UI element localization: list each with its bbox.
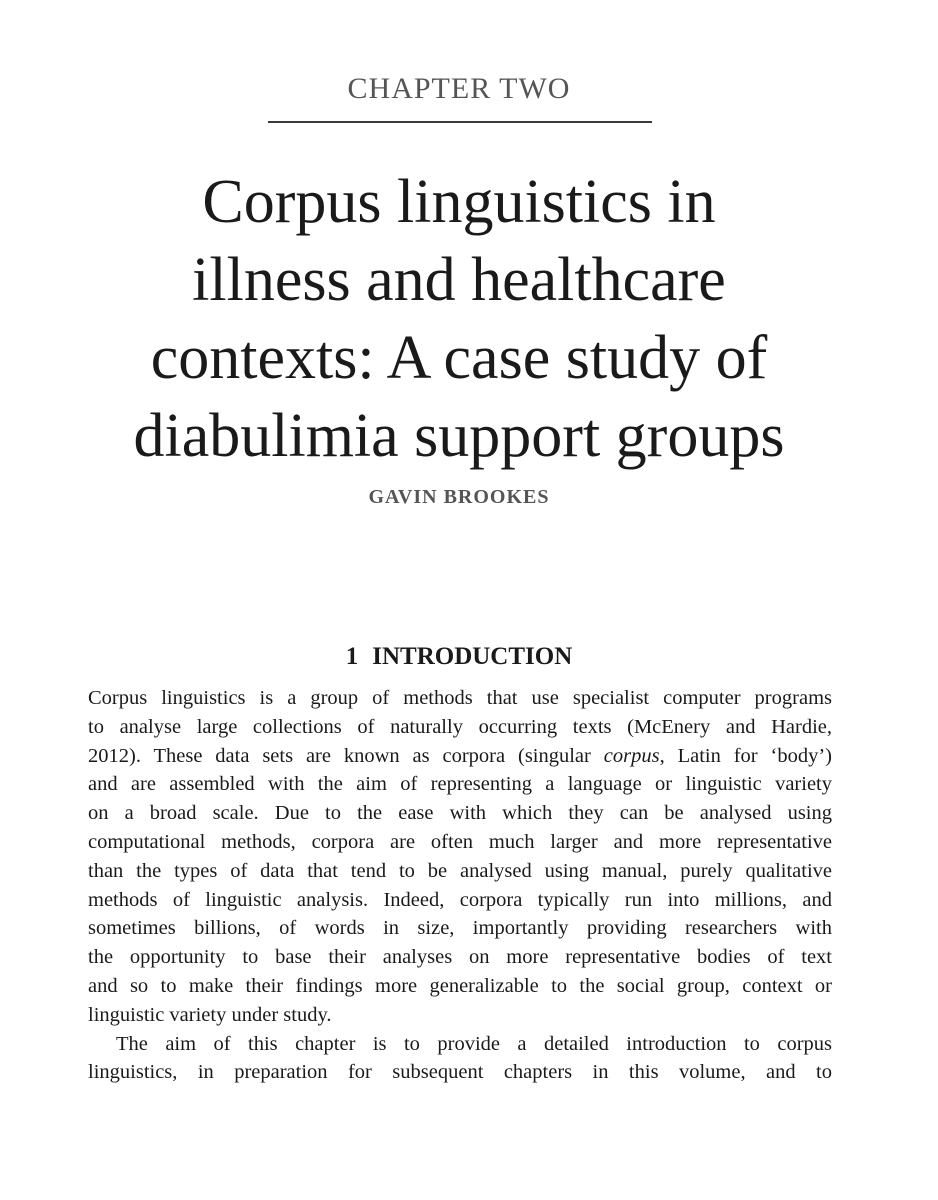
chapter-title-line: diabulimia support groups — [133, 402, 785, 470]
section-heading — [0, 643, 918, 671]
text-line — [88, 684, 832, 713]
text-segment: The aim of this chapter is to provide a detailed introduction to corpus — [116, 1032, 832, 1055]
text-line — [88, 886, 832, 915]
text-segment: , Latin for ‘body’) — [659, 744, 832, 767]
text-line — [88, 799, 832, 828]
author-name: GAVIN BROOKES — [368, 486, 550, 508]
text-line — [88, 742, 832, 771]
text-segment: sometimes billions, of words in size, importantly providing researchers with — [88, 917, 832, 940]
text-line — [88, 770, 832, 799]
text-line — [88, 1058, 832, 1087]
text-line — [88, 914, 832, 943]
paragraph — [88, 1030, 832, 1088]
text-segment: on a broad scale. Due to the ease with which they can be analysed using — [88, 802, 832, 825]
text-segment: linguistics, in preparation for subsequent chapters in this volume, and to — [88, 1061, 832, 1084]
text-segment: 2012). These data sets are known as corpora (singular — [88, 744, 604, 767]
text-line — [88, 972, 832, 1001]
chapter-title-line: Corpus linguistics in — [202, 168, 716, 236]
italic-term: corpus — [603, 744, 660, 767]
body-text — [88, 684, 832, 1087]
text-line — [88, 857, 832, 886]
text-segment: to analyse large collections of naturally occurring texts (McEnery and Hardie, — [88, 715, 832, 738]
text-segment: the opportunity to base their analyses on more representative bodies of text — [88, 946, 832, 969]
text-line — [88, 1030, 832, 1059]
chapter-title-line: contexts: A case study of — [150, 324, 768, 392]
paragraph — [88, 684, 832, 1030]
text-line — [88, 713, 832, 742]
text-segment: methods of linguistic analysis. Indeed, corpora typically run into millions, and — [88, 888, 832, 911]
chapter-rule — [268, 121, 652, 123]
section-number: 1 — [345, 643, 359, 670]
text-segment: linguistic variety under study. — [88, 1003, 332, 1026]
chapter-title-line: illness and healthcare — [192, 246, 726, 314]
text-line — [88, 828, 832, 857]
text-line — [88, 943, 832, 972]
chapter-title — [40, 163, 878, 475]
text-segment: and so to make their findings more generalizable to the social group, context or — [88, 974, 832, 997]
chapter-label: CHAPTER TWO — [347, 72, 571, 105]
section-title: INTRODUCTION — [372, 643, 573, 670]
text-segment: than the types of data that tend to be analysed using manual, purely qualitative — [88, 859, 832, 882]
text-line — [88, 1001, 832, 1030]
text-segment: and are assembled with the aim of representing a language or linguistic variety — [88, 773, 832, 796]
text-segment: Corpus linguistics is a group of methods that use specialist computer programs — [88, 687, 832, 709]
text-segment: computational methods, corpora are often much larger and more representative — [88, 830, 832, 853]
